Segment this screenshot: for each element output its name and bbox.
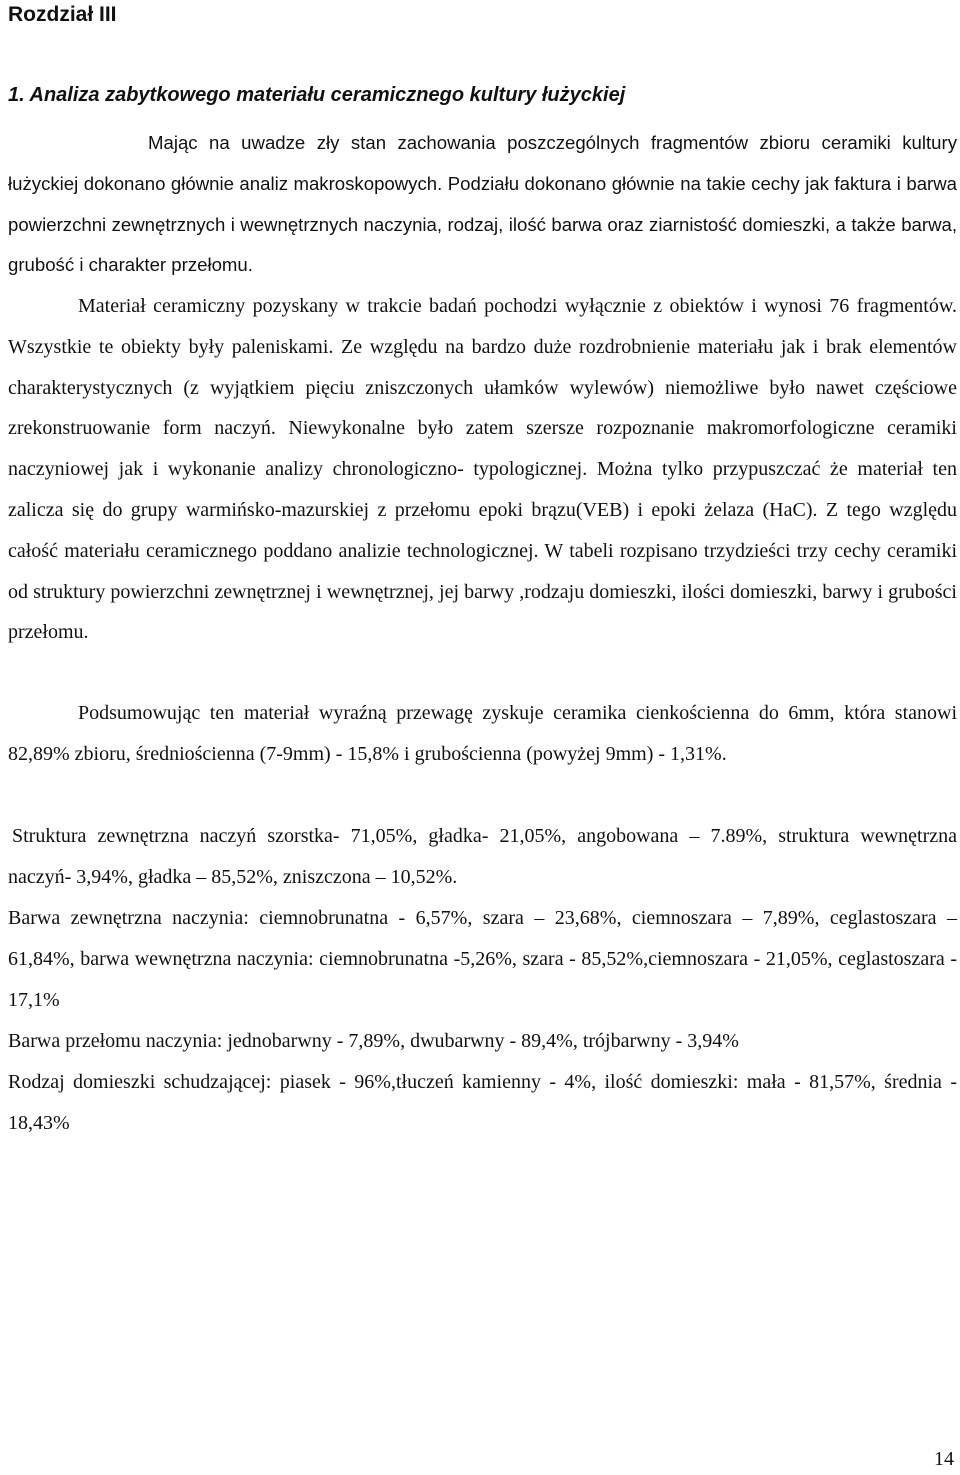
- paragraph-fracture: Barwa przełomu naczynia: jednobarwny - 7,89%, dwubarwny - 89,4%, trójbarwny - 3,94%: [8, 1030, 739, 1052]
- paragraph-intro: Mając na uwadze zły stan zachowania poszczególnych fragmentów zbioru ceramiki kultury łużyckiej dokonano głównie analiz makroskopowych. Podziału dokonano głównie na takie cechy jak faktura i barwa powierzchni zewnętrznych i wewnętrznych naczynia, rodzaj, ilość barwa oraz ziarnistość domieszki, a także barwa, grubość i charakter przełomu.: [8, 132, 957, 276]
- chapter-heading: Rozdział III: [8, 3, 117, 26]
- page-number: 14: [934, 1448, 954, 1470]
- paragraph-material: Materiał ceramiczny pozyskany w trakcie badań pochodzi wyłącznie z obiektów i wynosi 76 fragmentów. Wszystkie te obiekty były paleniskami. Ze względu na bardzo duże rozdrobnienie materiału jak i brak elementów charakterystycznych (z wyjątkiem pięciu zniszczonych ułamków wylewów) niemożliwe było nawet częściowe zrekonstruowanie form naczyń. Niewykonalne było zatem szersze rozpoznanie makromorfologiczne ceramiki naczyniowej jak i wykonanie analizy chronologiczno- typologicznej. Można tylko przypuszczać że materiał ten zalicza się do grupy warmińsko-mazurskiej z przełomu epoki brązu(VEB) i epoki żelaza (HaC). Z tego względu całość materiału ceramicznego poddano analizie technologicznej. W tabeli rozpisano trzydzieści trzy cechy ceramiki od struktury powierzchni zewnętrznej i wewnętrznej, jej barwy ,rodzaju domieszki, ilości domieszki, barwy i grubości przełomu.: [8, 295, 957, 644]
- paragraph-structure: Struktura zewnętrzna naczyń szorstka- 71,05%, gładka- 21,05%, angobowana – 7.89%, struktura wewnętrzna naczyń- 3,94%, gładka – 85,52%, zniszczona – 10,52%.: [8, 825, 957, 888]
- paragraph-temper: Rodzaj domieszki schudzającej: piasek - 96%,tłuczeń kamienny - 4%, ilość domieszki: mała - 81,57%, średnia - 18,43%: [8, 1071, 957, 1134]
- section-title: 1. Analiza zabytkowego materiału ceramicznego kultury łużyckiej: [8, 84, 626, 106]
- paragraph-color: Barwa zewnętrzna naczynia: ciemnobrunatna - 6,57%, szara – 23,68%, ciemnoszara – 7,89%, ceglastoszara – 61,84%, barwa wewnętrzna naczynia: ciemnobrunatna -5,26%, szara - 85,52%,ciemnoszara - 21,05%, ceglastoszara - 17,1%: [8, 907, 957, 1011]
- paragraph-summary: Podsumowując ten materiał wyraźną przewagę zyskuje ceramika cienkościenna do 6mm, która stanowi 82,89% zbioru, średniościenna (7-9mm) - 15,8% i grubościenna (powyżej 9mm) - 1,31%.: [8, 702, 957, 765]
